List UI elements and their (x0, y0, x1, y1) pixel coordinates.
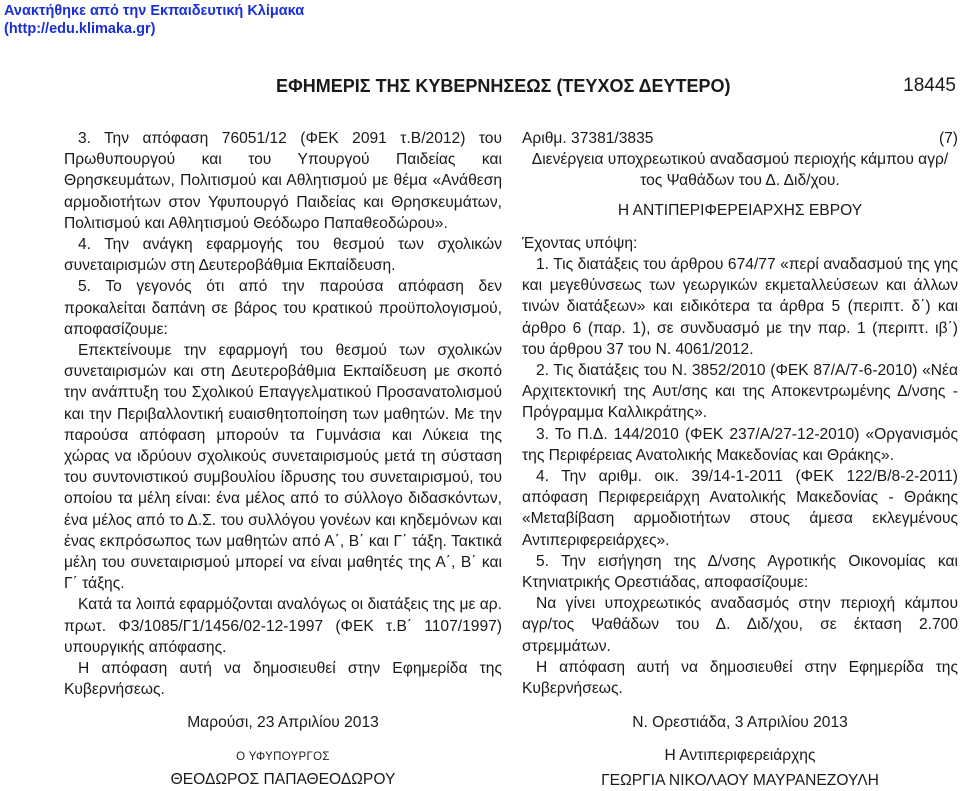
paragraph: 5. Την εισήγηση της Δ/νσης Αγροτικής Οικονομίας και Κτηνιατρικής Ορεστιάδας, αποφασίζουμε: (522, 552, 958, 592)
paragraph: 5. Το γεγονός ότι από την παρούσα απόφαση δεν προκαλείται δαπάνη σε βάρος του κρατικού προϋπολογισμού, αποφασίζουμε: (64, 278, 502, 338)
issuing-authority: Η ΑΝΤΙΠΕΡΙΦΕΡΕΙΑΡΧΗΣ ΕΒΡΟΥ (617, 201, 863, 219)
paragraph: Να γίνει υποχρεωτικός αναδασμός στην περιοχή κάμπου αγρ/τος Ψαθάδων του Δ. Διδ/χου, σε έκταση 2.700 στρεμμάτων. (522, 595, 958, 655)
paragraph: 1. Τις διατάξεις του άρθρου 674/77 «περί αναδασμού της γης και μεγεθύνσεως των γεωργικών εκμεταλλεύσεων και άλλων τινών διατάξεων» και ειδικότερα τα άρθρα 5 (περιπτ. δ΄) και άρθρο 6 (παρ. 1), σε συνδυασμό με την παρ. 1 (περιπτ. ιβ΄) του άρθρου 37 του Ν. 4061/2012. (522, 256, 958, 358)
right-signature-block (522, 712, 958, 791)
watermark-line-1: Ανακτήθηκε από την Εκπαιδευτική Κλίμακα (4, 3, 305, 19)
watermark (4, 2, 304, 38)
page-number: 18445 (903, 75, 956, 96)
signature-place-date: Μαρούσι, 23 Απριλίου 2013 (187, 714, 379, 731)
paragraph: 3. Την απόφαση 76051/12 (ΦΕΚ 2091 τ.Β/2012) του Πρωθυπουργού και του Υπουργού Παιδείας και Θρησκευμάτων, Πολιτισμού και Αθλητισμού με θέμα «Ανάθεση αρμοδιοτήτων στον Υφυπουργό Παιδείας και Θρησκευμάτων, Πολιτισμού και Αθλητισμού Θεόδωρο Παπαθεοδώρου». (64, 130, 502, 232)
left-column (64, 128, 502, 700)
signature-name: ΘΕΟΔΩΡΟΣ ΠΑΠΑΘΕΟΔΩΡΟΥ (170, 771, 396, 788)
paragraph: Η απόφαση αυτή να δημοσιευθεί στην Εφημερίδα της Κυβερνήσεως. (64, 660, 502, 699)
signature-role: Ο ΥΦΥΠΟΥΡΓΟΣ (236, 751, 330, 763)
considering-label: Έχοντας υπόψη: (522, 234, 638, 252)
paragraph: 3. Το Π.Δ. 144/2010 (ΦΕΚ 237/Α/27-12-2010) «Οργανισμός της Περιφέρειας Ανατολικής Μακεδονίας και Θράκης». (522, 425, 958, 464)
watermark-line-2: (http://edu.klimaka.gr) (4, 21, 156, 37)
signature-name: ΓΕΩΡΓΙΑ ΝΙΚΟΛΑΟΥ ΜΑΥΡΑΝΕΖΟΥΛΗ (601, 772, 879, 789)
paragraph: Επεκτείνουμε την εφαρμογή του θεσμού των σχολικών συνεταιρισμών και στη Δευτεροβάθμια Εκπαίδευση με σκοπό την ανάπτυξη του Σχολικού Επαγγελματικού Προσανατολισμού και την Περιβαλλοντική ευαισθητοποίηση των μαθητών. Με την παρούσα απόφαση μπορούν τα Γυμνάσια και Λύκεια της χώρας να ιδρύουν σχολικούς συνεταιρισμούς μετά τη σύσταση του συντονιστικού συμβουλίου ίδρυσης του συνεταιρισμού, του οποίου τα μέλη είναι: ένα μέλος από το σύλλογο διδασκόντων, ένα μέλος από το Δ.Σ. του συλλόγου γονέων και κηδεμόνων και ένας εκπρόσωπος των μαθητών από Α΄, Β΄ και Γ΄ τάξη. Τακτικά μέλη του συνεταιρισμού μπορεί να είναι μαθητές της Α΄, Β΄ και Γ΄ τάξης. (64, 342, 502, 593)
paragraph: Η απόφαση αυτή να δημοσιευθεί στην Εφημερίδα της Κυβερνήσεως. (522, 658, 958, 698)
decision-subject: Διενέργεια υποχρεωτικού αναδασμού περιοχής κάμπου αγρ/τος Ψαθάδων του Δ. Διδ/χου. (531, 151, 949, 190)
paragraph: 2. Τις διατάξεις του Ν. 3852/2010 (ΦΕΚ 87/Α/7-6-2010) «Νέα Αρχιτεκτονική της Αυτ/σης και της Αποκεντρωμένης Δ/νσης - Πρόγραμμα Καλλικράτης». (522, 362, 958, 422)
paragraph: Κατά τα λοιπά εφαρμόζονται αναλόγως οι διατάξεις της με αρ. πρωτ. Φ3/1085/Γ1/1456/02-12-1997 (ΦΕΚ τ.Β΄ 1107/1997) υπουργικής απόφασης. (64, 596, 502, 656)
signature-place-date: Ν. Ορεστιάδα, 3 Απριλίου 2013 (632, 714, 848, 731)
gazette-title: ΕΦΗΜΕΡΙΣ ΤΗΣ ΚΥΒΕΡΝΗΣΕΩΣ (ΤΕΥΧΟΣ ΔΕΥΤΕΡΟ) (276, 76, 731, 96)
left-signature-block (64, 712, 502, 790)
paragraph: 4. Την ανάγκη εφαρμογής του θεσμού των σχολικών συνεταιρισμών στη Δευτεροβάθμια Εκπαίδευση. (64, 236, 502, 275)
decision-number-row (522, 128, 958, 149)
signature-role: Η Αντιπεριφερειάρχης (664, 747, 816, 764)
right-column (522, 128, 958, 699)
paragraph: 4. Την αριθμ. οικ. 39/14-1-2011 (ΦΕΚ 122/Β/8-2-2011) απόφαση Περιφερειάρχη Ανατολικής Μακεδονίας - Θράκης «Μεταβίβαση αρμοδιοτήτων στους άμεσα εκλεγμένους Αντιπεριφερειάρχες». (522, 468, 958, 549)
item-number: (7) (938, 130, 958, 147)
decision-number: Αριθμ. 37381/3835 (522, 130, 654, 147)
